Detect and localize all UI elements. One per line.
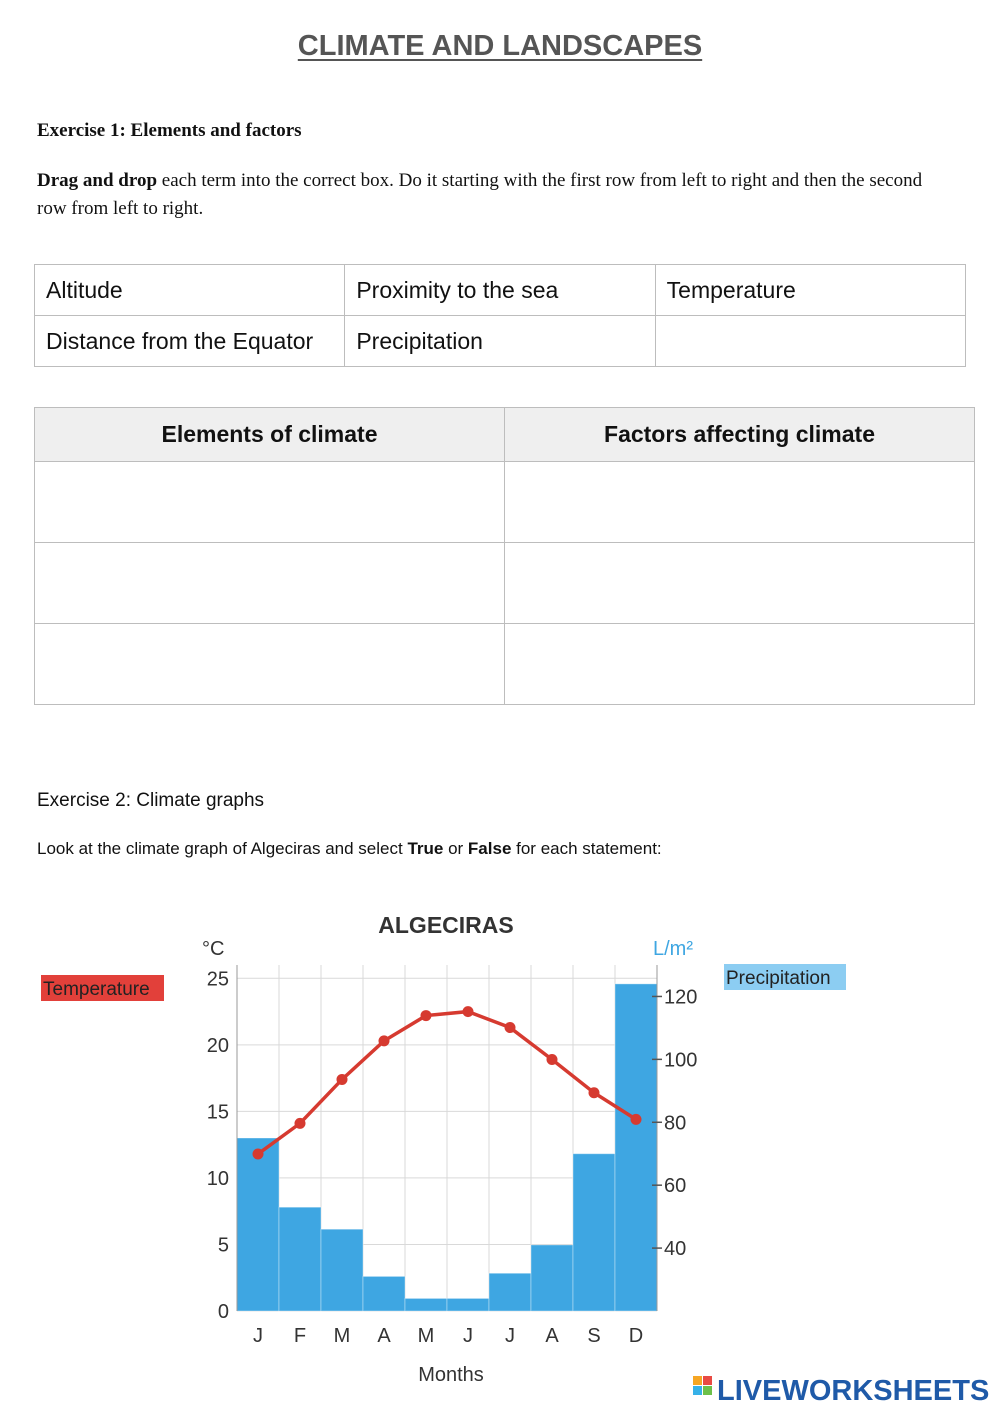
temperature-point bbox=[379, 1035, 390, 1046]
right-tick-label: 60 bbox=[664, 1175, 687, 1198]
precipitation-bar bbox=[447, 1298, 489, 1311]
temperature-point bbox=[421, 1010, 432, 1021]
chart-title: ALGECIRAS bbox=[378, 912, 514, 938]
precipitation-bar bbox=[615, 984, 657, 1311]
precipitation-bar bbox=[531, 1245, 573, 1311]
precipitation-bar bbox=[363, 1276, 405, 1311]
instr-or: or bbox=[443, 839, 468, 858]
temperature-point bbox=[505, 1022, 516, 1033]
temperature-point bbox=[295, 1118, 306, 1129]
month-tick-label: M bbox=[333, 1325, 351, 1347]
right-axis-unit: L/m² bbox=[653, 938, 693, 960]
month-tick-label: A bbox=[377, 1325, 391, 1347]
liveworksheets-logo bbox=[693, 1372, 993, 1406]
terms-row bbox=[35, 316, 966, 367]
climate-graph bbox=[0, 895, 1000, 1395]
right-tick-label: 80 bbox=[664, 1112, 687, 1135]
temperature-point bbox=[253, 1148, 264, 1159]
term-distance-from-equator[interactable]: Distance from the Equator bbox=[35, 316, 345, 367]
drop-box-elements-2[interactable] bbox=[35, 543, 505, 624]
left-tick-label: 25 bbox=[206, 968, 229, 991]
term-proximity-to-sea[interactable]: Proximity to the sea bbox=[345, 265, 655, 316]
left-tick-label: 0 bbox=[217, 1301, 229, 1323]
left-tick-label: 15 bbox=[206, 1101, 229, 1124]
classification-table bbox=[34, 407, 975, 705]
precipitation-bar bbox=[573, 1154, 615, 1311]
logo-text: LIVEWORKSHEETS bbox=[717, 1375, 990, 1406]
temperature-point bbox=[337, 1074, 348, 1085]
drop-box-factors-2[interactable] bbox=[505, 543, 975, 624]
right-tick-label: 40 bbox=[664, 1238, 687, 1261]
temperature-point bbox=[463, 1006, 474, 1017]
precipitation-bar bbox=[321, 1229, 363, 1311]
drop-box-factors-1[interactable] bbox=[505, 462, 975, 543]
left-tick-label: 5 bbox=[217, 1234, 229, 1257]
precipitation-bar bbox=[489, 1273, 531, 1311]
terms-table bbox=[34, 264, 966, 367]
precipitation-bar bbox=[237, 1138, 279, 1311]
drop-box-factors-3[interactable] bbox=[505, 624, 975, 705]
right-tick-label: 100 bbox=[664, 1049, 698, 1072]
exercise2-heading: Exercise 2: Climate graphs bbox=[37, 790, 265, 811]
month-tick-label: J bbox=[253, 1325, 263, 1347]
month-tick-label: M bbox=[417, 1325, 435, 1347]
precipitation-bar bbox=[279, 1207, 321, 1311]
instr-true: True bbox=[407, 839, 444, 858]
temperature-point bbox=[631, 1114, 642, 1125]
left-tick-label: 20 bbox=[206, 1034, 229, 1057]
right-tick-label: 120 bbox=[664, 986, 698, 1009]
temperature-tag: Temperature bbox=[43, 979, 150, 1000]
month-tick-label: J bbox=[463, 1325, 473, 1347]
column-factors-affecting-climate: Factors affecting climate bbox=[505, 408, 975, 462]
logo-square bbox=[693, 1376, 702, 1385]
term-precipitation[interactable]: Precipitation bbox=[345, 316, 655, 367]
temperature-point bbox=[589, 1087, 600, 1098]
exercise2-instruction bbox=[37, 839, 662, 859]
logo-square bbox=[693, 1386, 702, 1395]
precipitation-bar bbox=[405, 1298, 447, 1311]
temperature-point bbox=[547, 1054, 558, 1065]
instruction-bold: Drag and drop bbox=[37, 170, 158, 191]
instr-pre: Look at the climate graph of Algeciras and select bbox=[37, 839, 408, 858]
exercise1-heading: Exercise 1: Elements and factors bbox=[37, 120, 302, 141]
term-temperature[interactable]: Temperature bbox=[655, 265, 965, 316]
exercise1-instruction bbox=[37, 167, 937, 223]
month-tick-label: D bbox=[628, 1325, 644, 1347]
column-elements-of-climate: Elements of climate bbox=[35, 408, 505, 462]
left-tick-label: 10 bbox=[206, 1167, 229, 1190]
term-empty-cell bbox=[655, 316, 965, 367]
term-altitude[interactable]: Altitude bbox=[35, 265, 345, 316]
instr-post: for each statement: bbox=[511, 839, 662, 858]
left-axis-unit: °C bbox=[202, 938, 225, 960]
drop-box-elements-3[interactable] bbox=[35, 624, 505, 705]
month-tick-label: J bbox=[505, 1325, 515, 1347]
month-tick-label: A bbox=[545, 1325, 559, 1347]
precipitation-tag: Precipitation bbox=[726, 968, 831, 989]
month-tick-label: S bbox=[587, 1325, 601, 1347]
instruction-text: each term into the correct box. Do it starting with the first row from left to right and then the second row from left to right. bbox=[37, 170, 923, 219]
logo-square bbox=[703, 1376, 712, 1385]
page-title: CLIMATE AND LANDSCAPES bbox=[297, 30, 703, 62]
x-axis-label: Months bbox=[418, 1364, 484, 1386]
drop-box-elements-1[interactable] bbox=[35, 462, 505, 543]
instr-false: False bbox=[467, 839, 512, 858]
logo-square bbox=[703, 1386, 712, 1395]
month-tick-label: F bbox=[293, 1325, 307, 1347]
terms-row bbox=[35, 265, 966, 316]
